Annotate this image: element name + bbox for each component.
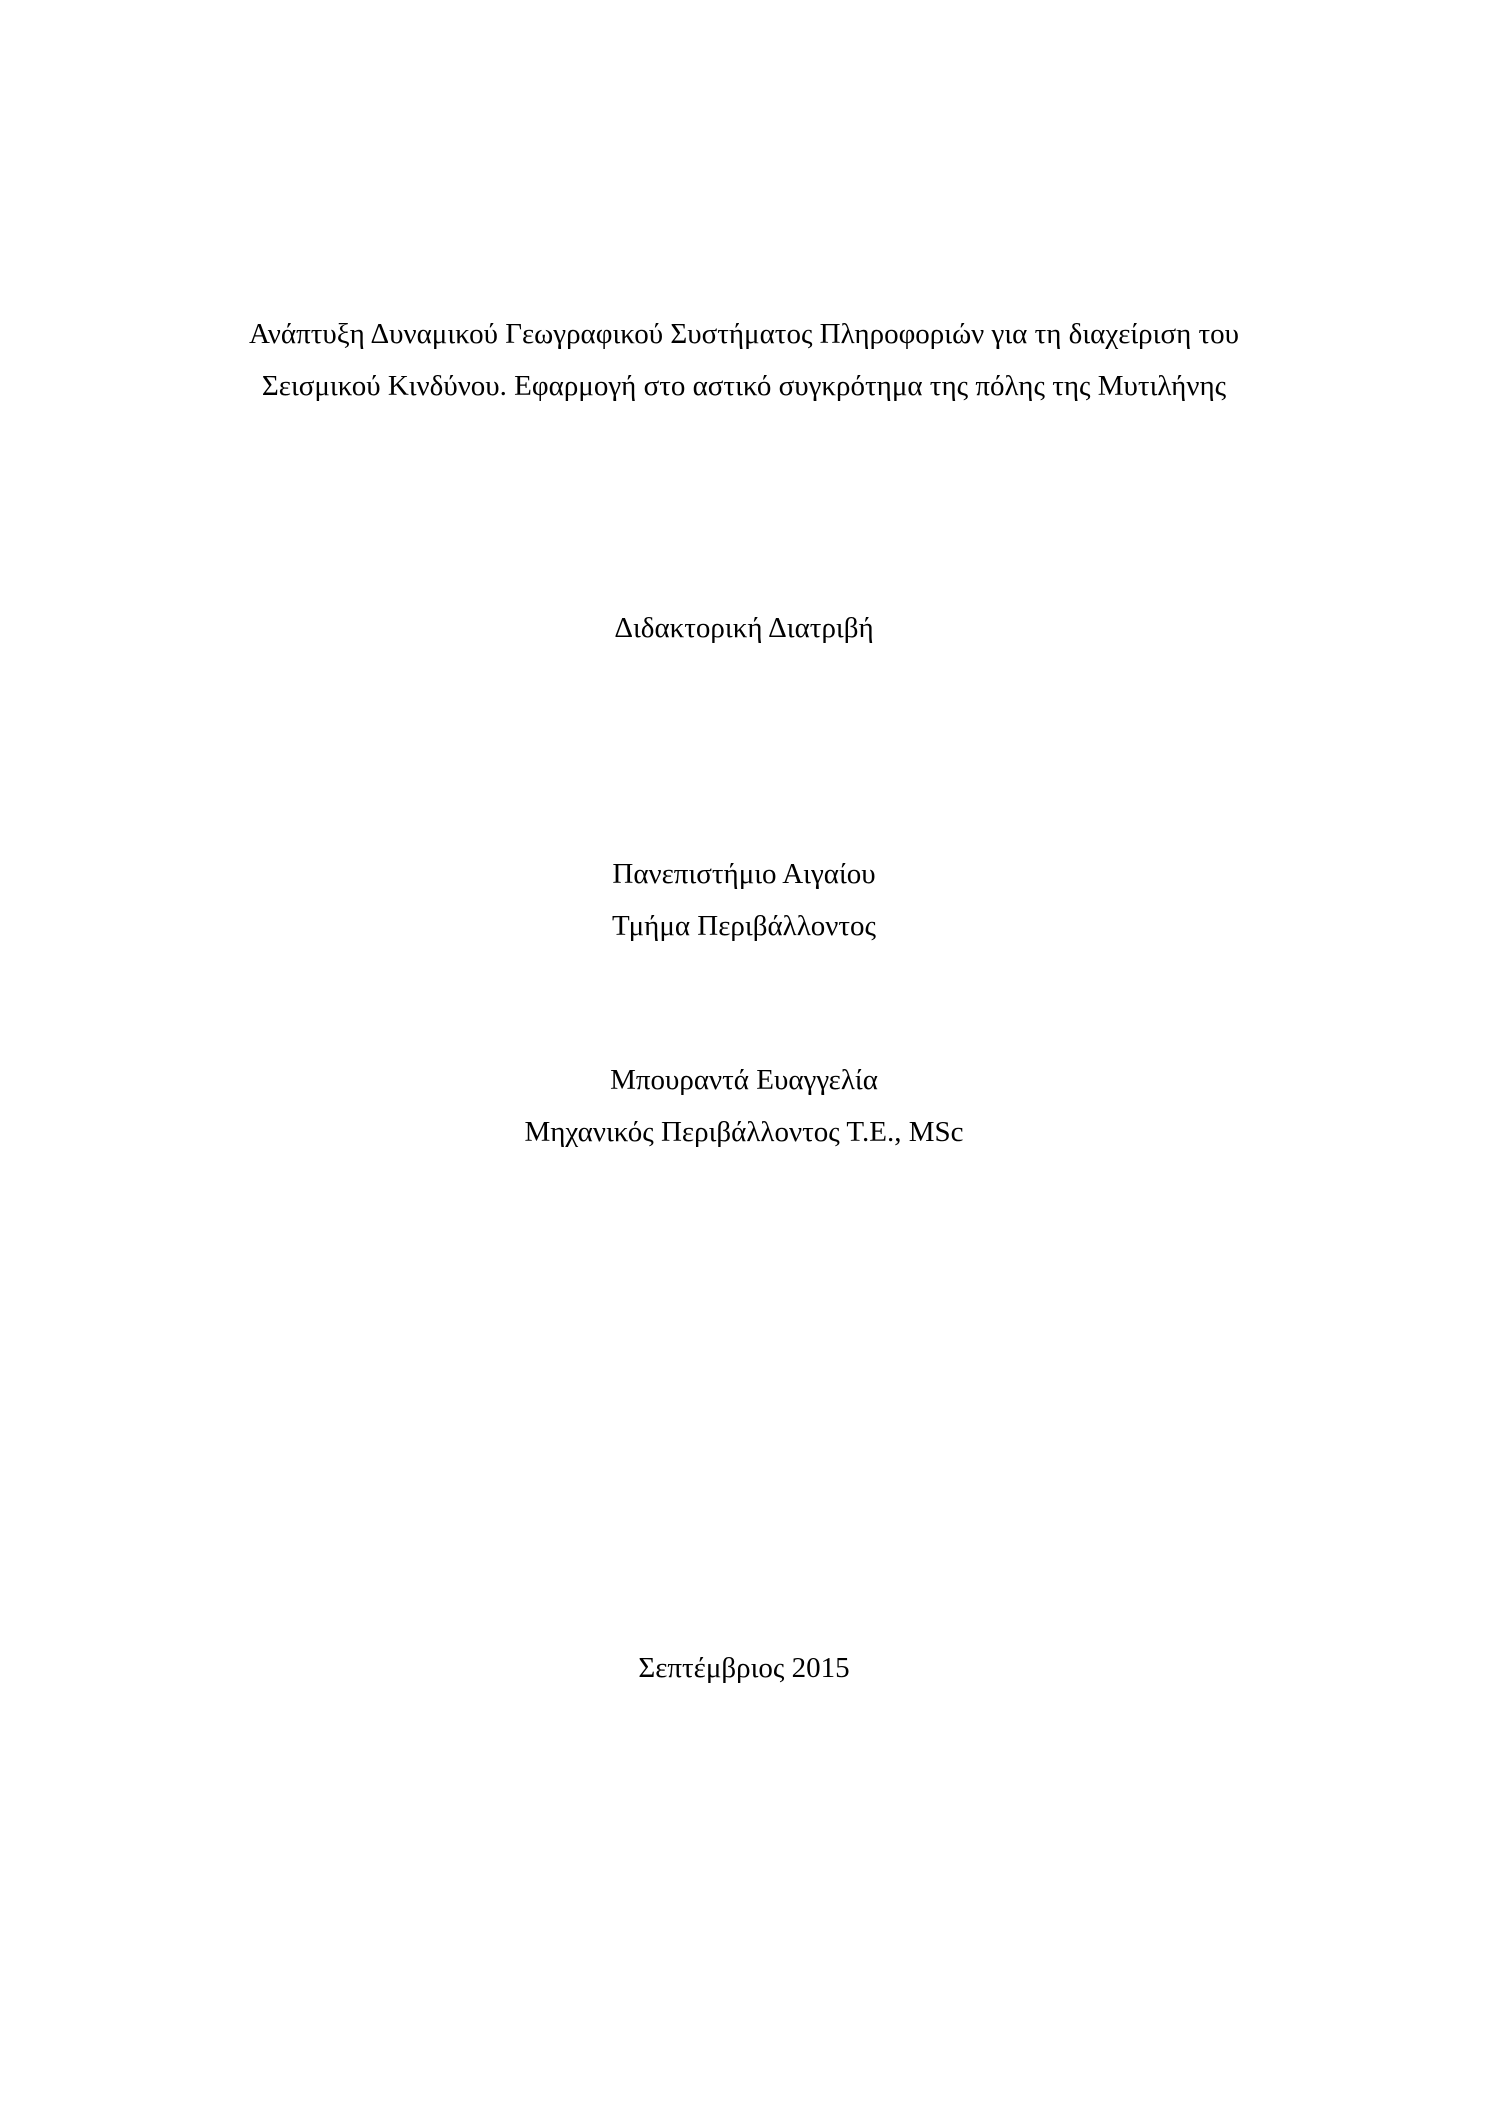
university-name: Πανεπιστήμιο Αιγαίου [612,858,876,890]
department-name: Τμήμα Περιβάλλοντος [611,910,877,942]
submission-date: Σεπτέμβριος 2015 [638,1652,850,1684]
document-type: Διδακτορική Διατριβή [614,612,874,644]
author-name: Μπουραντά Ευαγγελία [610,1064,878,1096]
thesis-title-line-1: Ανάπτυξη Δυναμικού Γεωγραφικού Συστήματος Πληροφοριών για τη διαχείριση του [248,318,1240,350]
author-credentials: Μηχανικός Περιβάλλοντος Τ.Ε., MSc [524,1116,964,1148]
thesis-title-line-2: Σεισμικού Κινδύνου. Εφαρμογή στο αστικό συγκρότημα της πόλης της Μυτιλήνης [261,370,1227,402]
